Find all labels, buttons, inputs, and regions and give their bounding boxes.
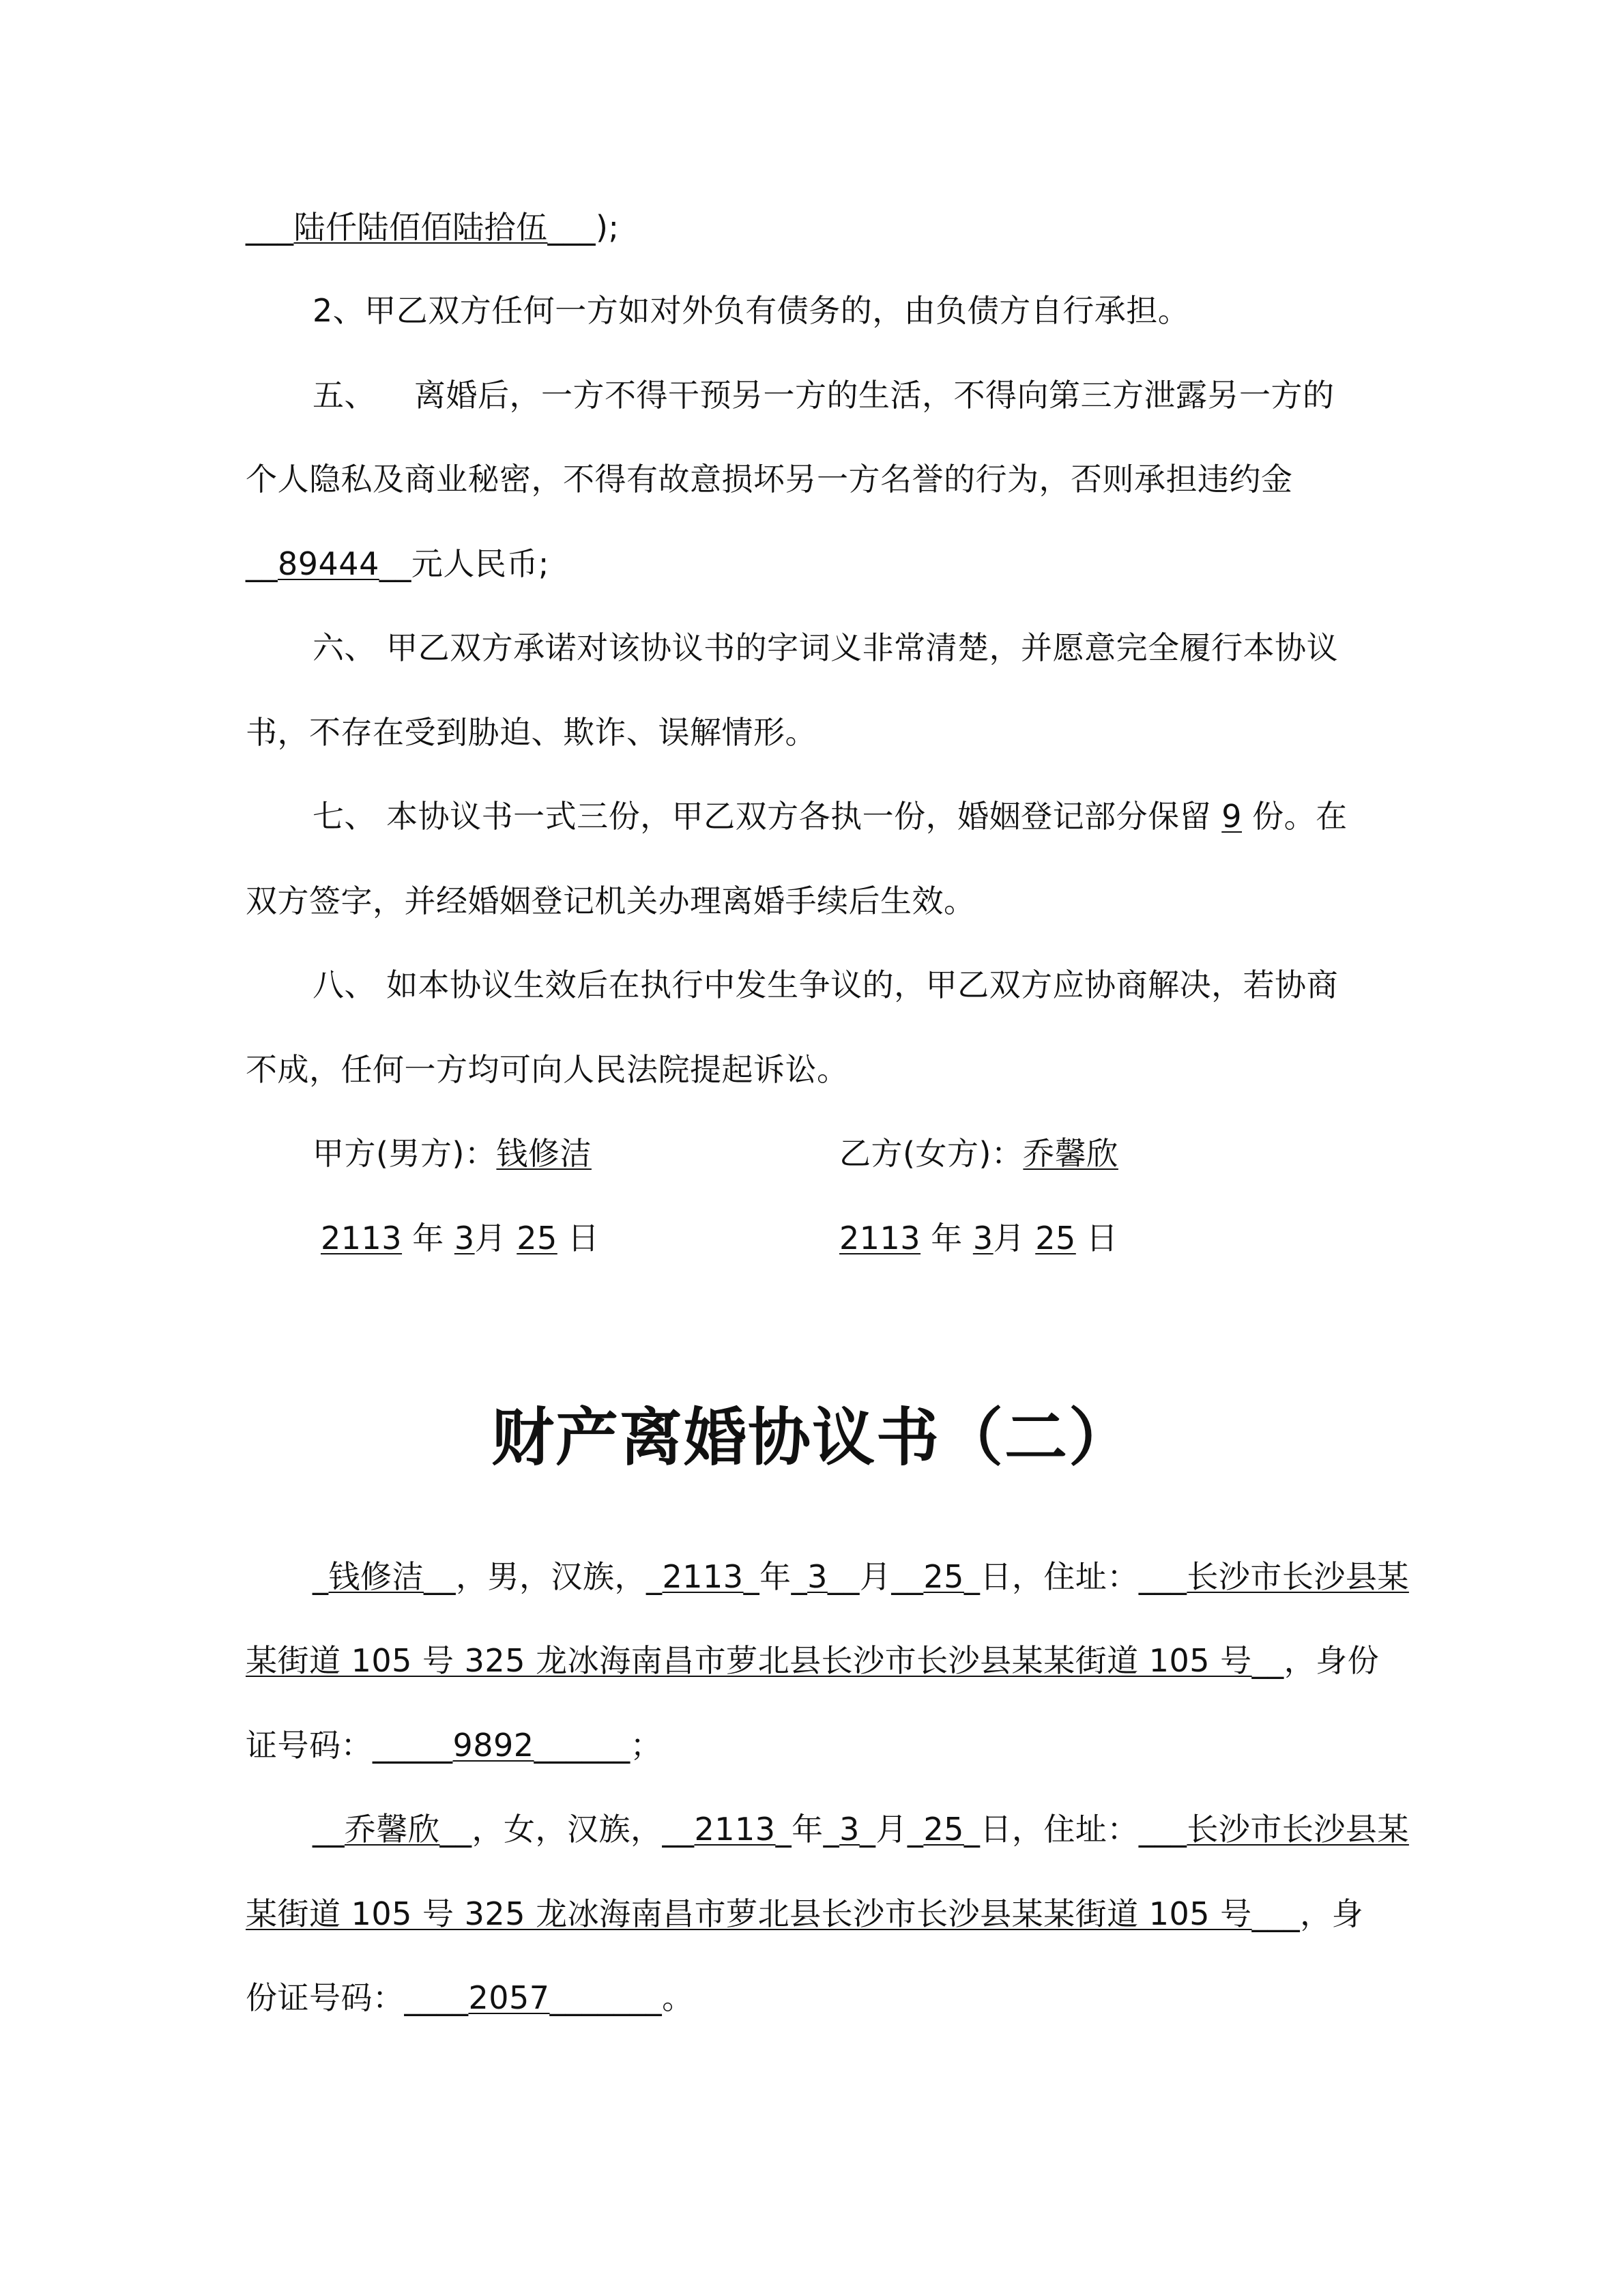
date-month: 3 <box>454 1220 475 1257</box>
blank: _ <box>313 1558 329 1595</box>
blank: __ <box>246 545 278 582</box>
address-label: _日，住址：___ <box>963 1811 1187 1848</box>
party-b-month: 3 <box>839 1811 860 1848</box>
clause-text: 离婚后，一方不得干预另一方的生活，不得向第三方泄露另一方的 <box>414 377 1335 414</box>
party-b-info: __，女，汉族，__ <box>439 1811 695 1848</box>
clause-number: 五、 <box>313 377 376 414</box>
date-party-a <box>321 1218 599 1259</box>
signature-label: 乙方(女方)： <box>839 1135 1024 1172</box>
clause-eight: 八、 如本协议生效后在执行中发生争议的，甲乙双方应协商解决，若协商 <box>313 966 1339 1003</box>
date-day: 25 <box>517 1220 557 1257</box>
clause-six-cont: 书，不存在受到胁迫、欺诈、误解情形。 <box>246 714 817 751</box>
id-label: 证号码：_____ <box>246 1727 453 1764</box>
blank: _年_ <box>743 1558 808 1595</box>
date-unit: 年 <box>412 1220 444 1257</box>
clause-eight-cont: 不成，任何一方均可向人民法院提起诉讼。 <box>246 1051 849 1088</box>
party-b-day: 25 <box>923 1811 964 1848</box>
party-a-id: 9892 <box>452 1727 534 1764</box>
blank: __月__ <box>827 1558 924 1595</box>
clause-five <box>313 375 1335 416</box>
party-a-line2 <box>246 1640 1379 1681</box>
line-amount-words <box>246 207 619 248</box>
party-a-year: 2113 <box>662 1558 744 1595</box>
party-b-year: 2113 <box>694 1811 776 1848</box>
clause-seven-cont: 双方签字，并经婚姻登记机关办理离婚手续后生效。 <box>246 882 976 919</box>
party-b-line2 <box>246 1893 1363 1934</box>
party-a-day: 25 <box>923 1558 964 1595</box>
party-b-name: 乔馨欣 <box>345 1811 440 1848</box>
party-b-address: 长沙市长沙县某 <box>1187 1811 1409 1848</box>
clause-text: 七、 本协议书一式三份，甲乙双方各执一份，婚姻登记部分保留 <box>313 798 1222 835</box>
blank: __元人民币; <box>379 545 549 582</box>
date-year: 2113 <box>321 1220 403 1257</box>
party-b-id: 2057 <box>468 1979 550 2016</box>
document-title: 财产离婚协议书（二） <box>491 1401 1133 1474</box>
copies-count: 9 <box>1221 798 1243 835</box>
party-a-month: 3 <box>807 1558 828 1595</box>
date-unit: 月 <box>993 1220 1026 1257</box>
party-a-name: 钱修洁 <box>496 1135 592 1172</box>
id-label: 份证号码：____ <box>246 1979 469 2016</box>
blank: ___); <box>547 209 620 246</box>
party-b-address: 某街道 105 号 325 龙冰海南昌市萝北县长沙市长沙县某某街道 105 号 <box>246 1895 1252 1932</box>
date-month: 3 <box>972 1220 994 1257</box>
date-year: 2113 <box>839 1220 921 1257</box>
blank: __ <box>313 1811 345 1848</box>
party-a-line3 <box>246 1725 662 1766</box>
blank: __，身份 <box>1251 1642 1380 1679</box>
date-unit: 月 <box>474 1220 507 1257</box>
party-b-line3 <box>246 1977 694 2018</box>
clause-debts: 2、甲乙双方任何一方如对外负有债务的，由负债方自行承担。 <box>313 292 1190 329</box>
signature-party-a <box>313 1133 592 1174</box>
party-a-address: 某街道 105 号 325 龙冰海南昌市萝北县长沙市长沙县某某街道 105 号 <box>246 1642 1252 1679</box>
clause-five-cont: 个人隐私及商业秘密，不得有故意损坏另一方名誉的行为，否则承担违约金 <box>246 461 1293 498</box>
date-unit: 年 <box>931 1220 963 1257</box>
party-a-info: __，男，汉族，_ <box>424 1558 663 1595</box>
blank: _______。 <box>549 1979 694 2016</box>
clause-seven <box>313 796 1348 837</box>
line-penalty <box>246 543 549 584</box>
amount-in-words: 陆仟陆佰佰陆拾伍 <box>293 209 548 246</box>
blank: ___，身 <box>1251 1895 1364 1932</box>
blank: _月_ <box>859 1811 924 1848</box>
penalty-amount: 89444 <box>278 545 379 582</box>
party-b-line1 <box>313 1809 1409 1850</box>
address-label: _日，住址：___ <box>963 1558 1187 1595</box>
date-day: 25 <box>1035 1220 1076 1257</box>
date-party-b <box>839 1218 1118 1259</box>
blank: ______； <box>534 1727 663 1764</box>
party-a-address: 长沙市长沙县某 <box>1187 1558 1409 1595</box>
blank: _年_ <box>775 1811 840 1848</box>
signature-party-b <box>839 1133 1118 1174</box>
party-a-name: 钱修洁 <box>328 1558 424 1595</box>
party-a-line1 <box>313 1556 1409 1597</box>
clause-text: 份。在 <box>1242 798 1348 835</box>
date-unit: 日 <box>567 1220 600 1257</box>
signature-label: 甲方(男方)： <box>313 1135 497 1172</box>
clause-six: 六、 甲乙双方承诺对该协议书的字词义非常清楚，并愿意完全履行本协议 <box>313 629 1339 666</box>
blank: ___ <box>246 209 294 246</box>
date-unit: 日 <box>1086 1220 1118 1257</box>
party-b-name: 乔馨欣 <box>1023 1135 1118 1172</box>
